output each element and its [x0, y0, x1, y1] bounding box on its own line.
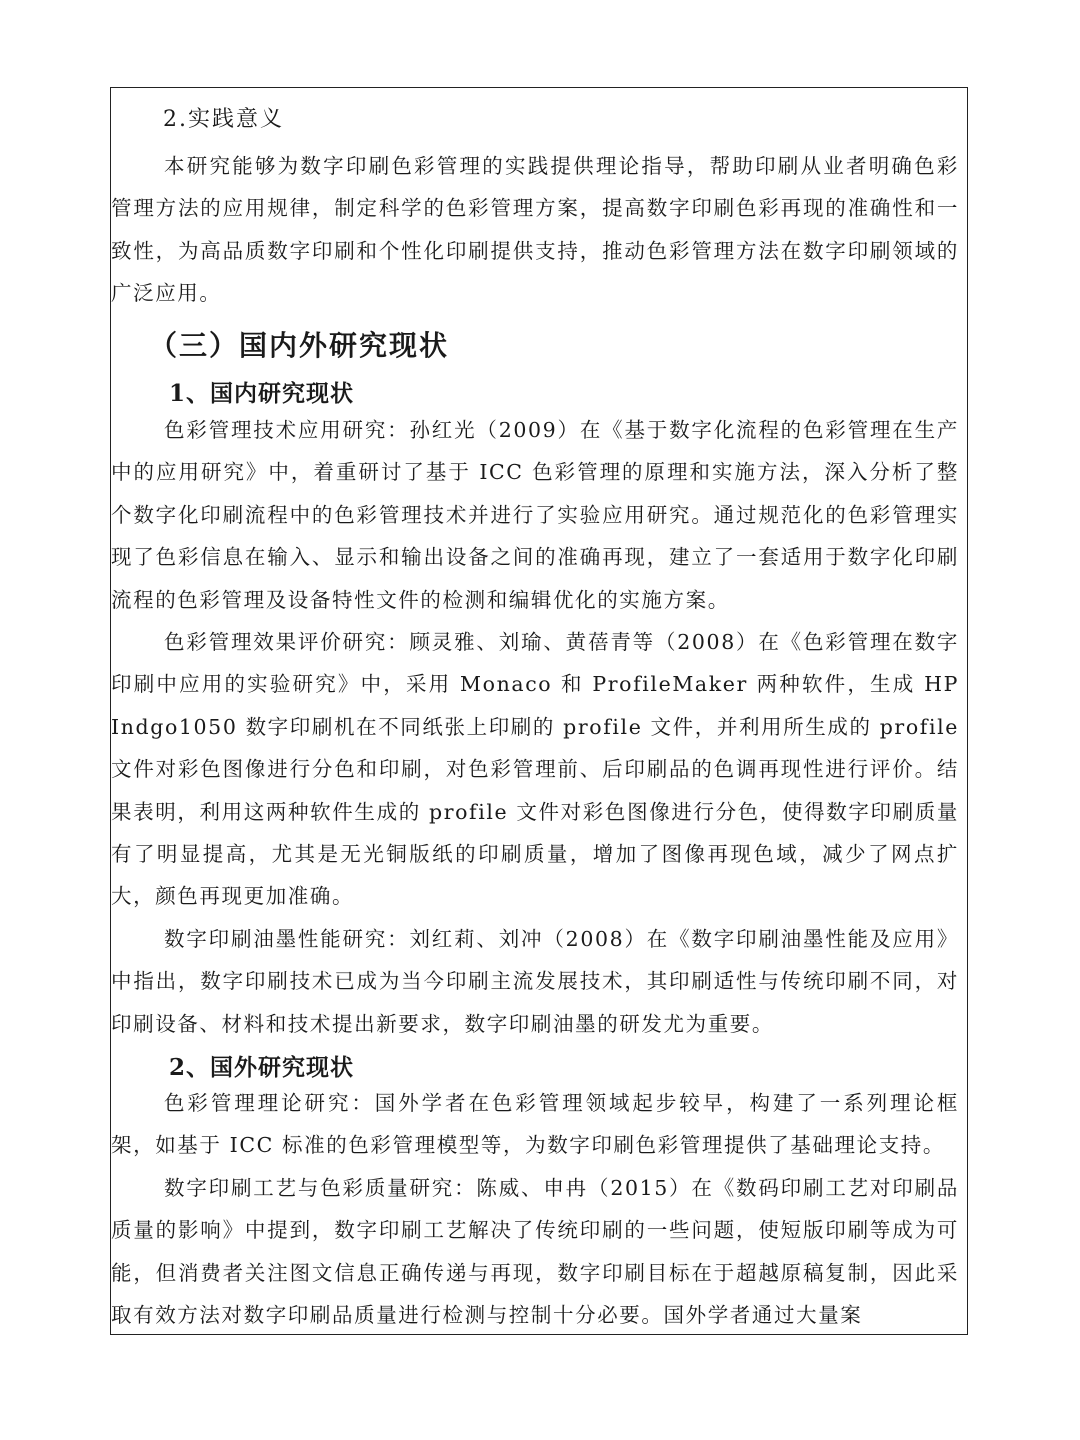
- foreign-research-heading: 2、国外研究现状: [169, 1054, 355, 1081]
- practical-significance-heading: 2.实践意义: [163, 107, 284, 132]
- research-status-heading: （三）国内外研究现状: [149, 329, 450, 362]
- domestic-research-heading: 1、国内研究现状: [169, 380, 355, 407]
- document-frame: [110, 87, 968, 1335]
- foreign-paragraph-process-quality: 数字印刷工艺与色彩质量研究：陈威、申冉（2015）在《数码印刷工艺对印刷品质量的影响》中提到，数字印刷工艺解决了传统印刷的一些问题，使短版印刷等成为可能，但消费者关注图文信息正确传递与再现，数字印刷目标在于超越原稿复制，因此采取有效方法对数字印刷品质量进行检测与控制十分必要。国外学者通过大量案: [111, 1176, 959, 1328]
- foreign-paragraph-color-theory: 色彩管理理论研究：国外学者在色彩管理领域起步较早，构建了一系列理论框架，如基于 ICC 标准的色彩管理模型等，为数字印刷色彩管理提供了基础理论支持。: [111, 1091, 959, 1158]
- domestic-paragraph-color-management-application: 色彩管理技术应用研究：孙红光（2009）在《基于数字化流程的色彩管理在生产中的应用研究》中，着重研讨了基于 ICC 色彩管理的原理和实施方法，深入分析了整个数字化印刷流程中的色彩管理技术并进行了实验应用研究。通过规范化的色彩管理实现了色彩信息在输入、显示和输出设备之间的准确再现，建立了一套适用于数字化印刷流程的色彩管理及设备特性文件的检测和编辑优化的实施方案。: [111, 418, 959, 612]
- domestic-paragraph-color-management-evaluation: 色彩管理效果评价研究：顾灵雅、刘瑜、黄蓓青等（2008）在《色彩管理在数字印刷中应用的实验研究》中，采用 Monaco 和 ProfileMaker 两种软件，生成 HP Indgo1050 数字印刷机在不同纸张上印刷的 profile 文件，并利用所生成的 profile 文件对彩色图像进行分色和印刷，对色彩管理前、后印刷品的色调再现性进行评价。结果表明，利用这两种软件生成的 profile 文件对彩色图像进行分色，使得数字印刷质量有了明显提高，尤其是无光铜版纸的印刷质量，增加了图像再现色域，减少了网点扩大，颜色再现更加准确。: [111, 630, 959, 909]
- domestic-paragraph-ink-performance: 数字印刷油墨性能研究：刘红莉、刘冲（2008）在《数字印刷油墨性能及应用》中指出，数字印刷技术已成为当今印刷主流发展技术，其印刷适性与传统印刷不同，对印刷设备、材料和技术提出新要求，数字印刷油墨的研发尤为重要。: [111, 927, 959, 1036]
- practical-significance-paragraph: 本研究能够为数字印刷色彩管理的实践提供理论指导，帮助印刷从业者明确色彩管理方法的应用规律，制定科学的色彩管理方案，提高数字印刷色彩再现的准确性和一致性，为高品质数字印刷和个性化印刷提供支持，推动色彩管理方法在数字印刷领域的广泛应用。: [111, 154, 959, 306]
